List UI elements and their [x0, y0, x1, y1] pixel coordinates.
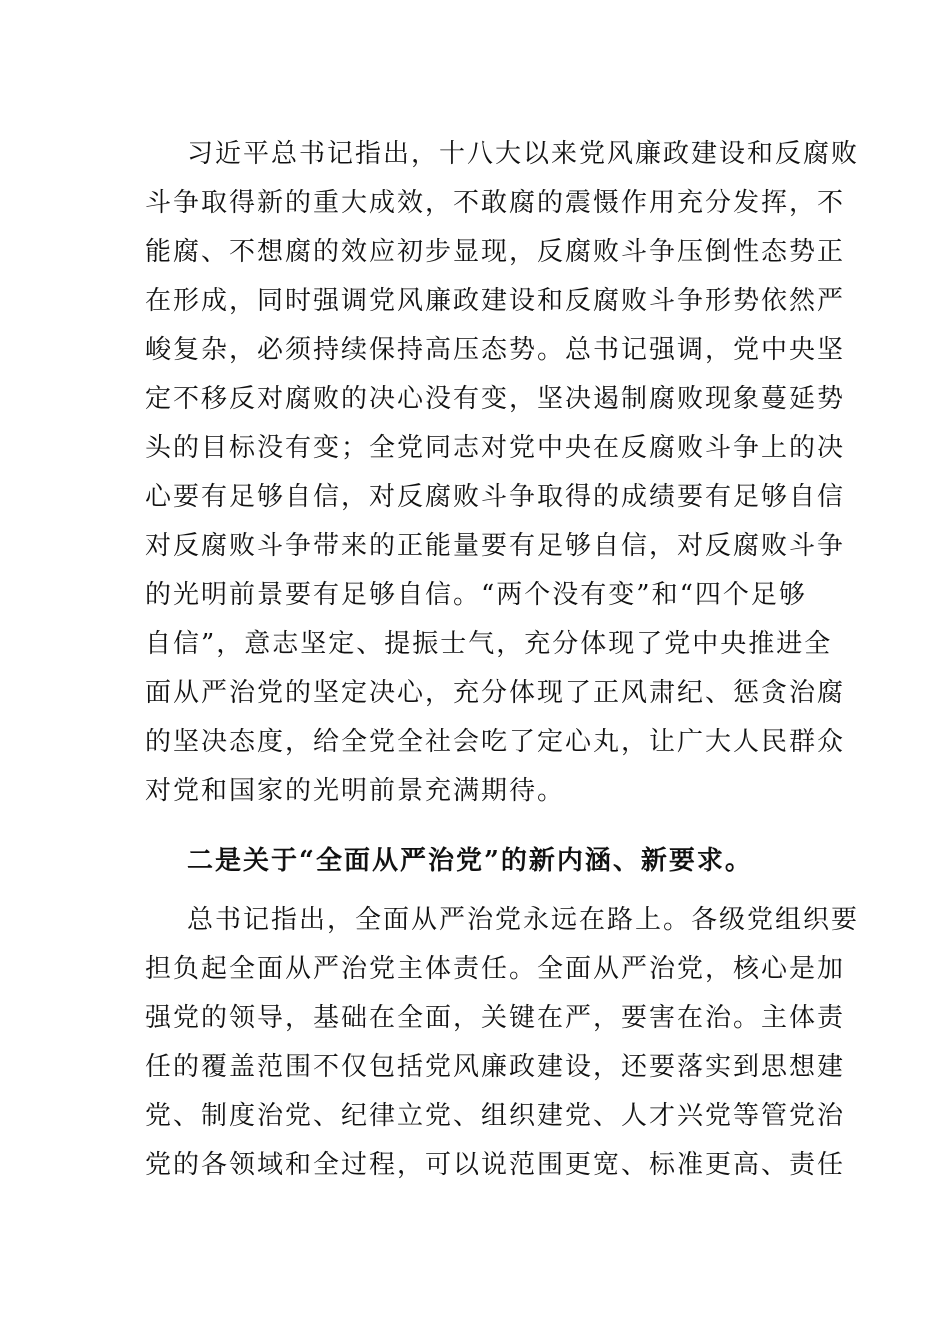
paragraph-line: 自信”，意志坚定、提振士气，充分体现了党中央推进全 [145, 629, 833, 659]
paragraph-line: 任的覆盖范围不仅包括党风廉政建设，还要落实到思想建 [145, 1052, 846, 1082]
paragraph-line: 定不移反对腐败的决心没有变，坚决遏制腐败现象蔓延势 [145, 384, 846, 414]
paragraph-line: 党的各领域和全过程，可以说范围更宽、标准更高、责任 [145, 1150, 846, 1180]
paragraph-line: 心要有足够自信，对反腐败斗争取得的成绩要有足够自信 [145, 482, 846, 512]
paragraph-2 [145, 896, 860, 1190]
paragraph-line: 对反腐败斗争带来的正能量要有足够自信，对反腐败斗争 [145, 531, 846, 561]
paragraph-line: 总书记指出，全面从严治党永远在路上。各级党组织要 [187, 905, 860, 935]
paragraph-line: 峻复杂，必须持续保持高压态势。总书记强调，党中央坚 [145, 335, 846, 365]
paragraph-line: 担负起全面从严治党主体责任。全面从严治党，核心是加 [145, 954, 846, 984]
paragraph-line: 能腐、不想腐的效应初步显现，反腐败斗争压倒性态势正 [145, 237, 846, 267]
paragraph-line: 党、制度治党、纪律立党、组织建党、人才兴党等管党治 [145, 1101, 846, 1131]
paragraph-1 [145, 130, 860, 816]
heading-text: 二是关于“全面从严治党”的新内涵、新要求。 [187, 846, 753, 876]
paragraph-line: 习近平总书记指出，十八大以来党风廉政建设和反腐败 [187, 139, 860, 169]
section-heading [145, 837, 805, 886]
paragraph-line: 斗争取得新的重大成效，不敢腐的震慑作用充分发挥，不 [145, 188, 846, 218]
paragraph-line: 的坚决态度，给全党全社会吃了定心丸，让广大人民群众 [145, 727, 846, 757]
paragraph-line: 头的目标没有变；全党同志对党中央在反腐败斗争上的决 [145, 433, 846, 463]
paragraph-line: 面从严治党的坚定决心，充分体现了正风肃纪、惩贪治腐 [145, 678, 846, 708]
paragraph-line: 的光明前景要有足够自信。“两个没有变”和“四个足够 [145, 580, 807, 610]
paragraph-line: 对党和国家的光明前景充满期待。 [145, 776, 566, 806]
paragraph-line: 强党的领导，基础在全面，关键在严，要害在治。主体责 [145, 1003, 846, 1033]
paragraph-line: 在形成，同时强调党风廉政建设和反腐败斗争形势依然严 [145, 286, 846, 316]
